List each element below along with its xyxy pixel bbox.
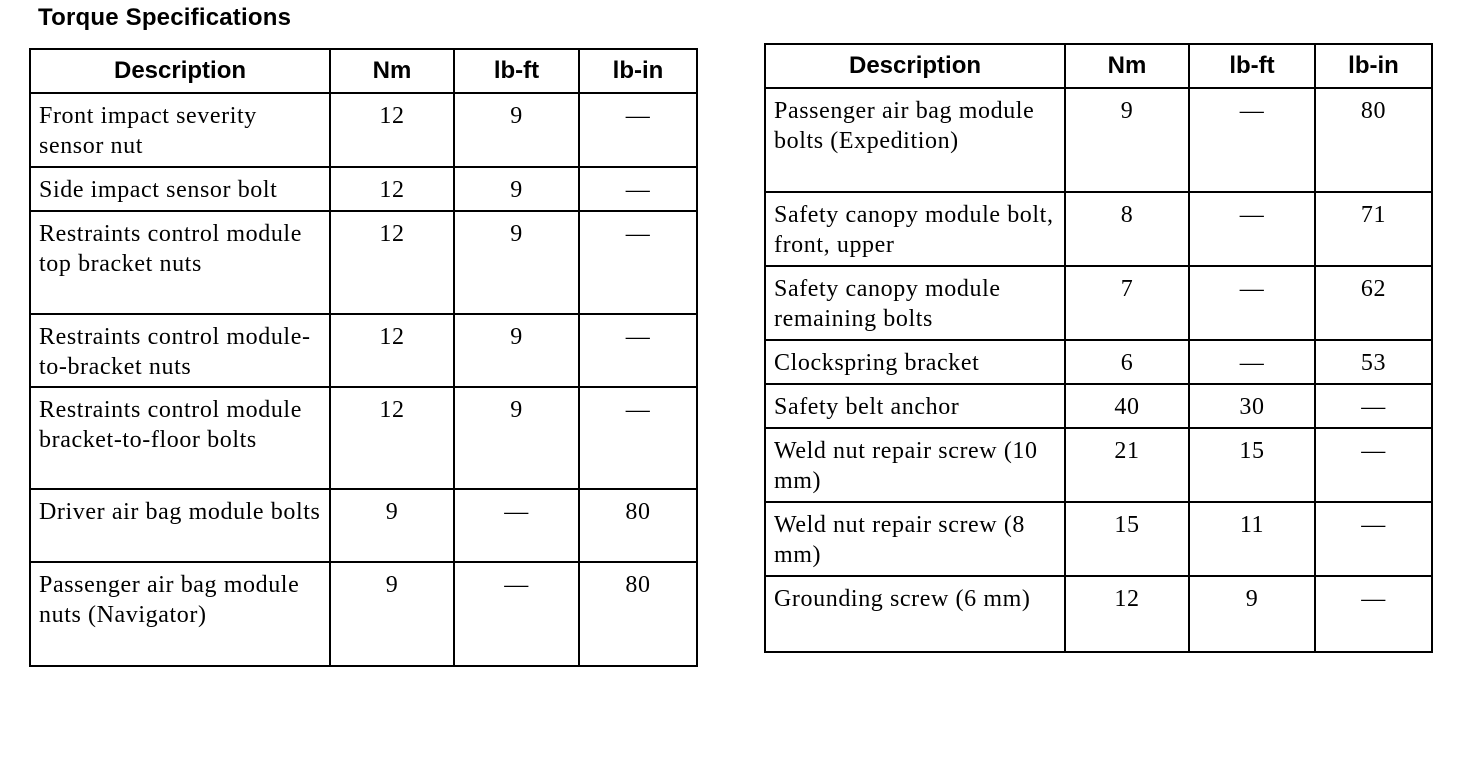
cell-description: Weld nut repair screw (10 mm) — [765, 428, 1065, 502]
cell-lbin: — — [579, 211, 697, 314]
cell-nm: 12 — [330, 387, 454, 489]
cell-nm: 9 — [1065, 88, 1189, 192]
cell-nm: 6 — [1065, 340, 1189, 384]
cell-lbft: — — [454, 489, 579, 562]
cell-description: Grounding screw (6 mm) — [765, 576, 1065, 652]
table-header-row — [30, 49, 697, 93]
cell-nm: 8 — [1065, 192, 1189, 266]
cell-lbft: 30 — [1189, 384, 1315, 428]
cell-nm: 15 — [1065, 502, 1189, 576]
cell-nm: 21 — [1065, 428, 1189, 502]
table-row — [30, 93, 697, 167]
cell-lbin: — — [579, 314, 697, 387]
cell-description: Passenger air bag module nuts (Navigator) — [30, 562, 330, 666]
cell-lbin: — — [579, 167, 697, 211]
cell-nm: 7 — [1065, 266, 1189, 340]
cell-lbft: — — [1189, 340, 1315, 384]
cell-lbin: — — [1315, 384, 1432, 428]
cell-description: Safety canopy module remaining bolts — [765, 266, 1065, 340]
header-nm: Nm — [1065, 44, 1189, 88]
cell-lbft: 9 — [454, 167, 579, 211]
cell-lbin: 80 — [1315, 88, 1432, 192]
cell-lbft: — — [1189, 266, 1315, 340]
cell-lbft: 9 — [454, 387, 579, 489]
cell-description: Restraints control module top bracket nuts — [30, 211, 330, 314]
cell-description: Restraints control module bracket-to-floor bolts — [30, 387, 330, 489]
cell-nm: 12 — [330, 93, 454, 167]
page-title: Torque Specifications — [38, 4, 292, 31]
table-row — [30, 562, 697, 666]
table-row — [765, 88, 1432, 192]
table-row — [765, 192, 1432, 266]
table-header-row — [765, 44, 1432, 88]
cell-lbin: 80 — [579, 562, 697, 666]
cell-lbft: 9 — [454, 93, 579, 167]
cell-description: Safety belt anchor — [765, 384, 1065, 428]
table-row — [765, 576, 1432, 652]
cell-lbft: 9 — [454, 314, 579, 387]
cell-lbft: — — [454, 562, 579, 666]
cell-description: Driver air bag module bolts — [30, 489, 330, 562]
cell-lbin: — — [1315, 576, 1432, 652]
cell-nm: 12 — [330, 167, 454, 211]
cell-lbft: 9 — [1189, 576, 1315, 652]
cell-description: Weld nut repair screw (8 mm) — [765, 502, 1065, 576]
cell-lbft: 15 — [1189, 428, 1315, 502]
cell-nm: 12 — [330, 314, 454, 387]
cell-description: Safety canopy module bolt, front, upper — [765, 192, 1065, 266]
cell-description: Restraints control module-to-bracket nuts — [30, 314, 330, 387]
cell-lbft: 11 — [1189, 502, 1315, 576]
cell-lbft: — — [1189, 88, 1315, 192]
header-lbin: lb-in — [579, 49, 697, 93]
table-row — [765, 340, 1432, 384]
cell-lbin: — — [1315, 502, 1432, 576]
cell-description: Clockspring bracket — [765, 340, 1065, 384]
table-row — [30, 314, 697, 387]
cell-lbin: 62 — [1315, 266, 1432, 340]
header-description: Description — [30, 49, 330, 93]
cell-nm: 9 — [330, 489, 454, 562]
table-row — [765, 266, 1432, 340]
torque-table-right — [764, 43, 1433, 653]
cell-nm: 12 — [330, 211, 454, 314]
header-lbft: lb-ft — [454, 49, 579, 93]
cell-lbft: 9 — [454, 211, 579, 314]
table-row — [30, 211, 697, 314]
table-row — [30, 489, 697, 562]
header-lbin: lb-in — [1315, 44, 1432, 88]
cell-lbin: 71 — [1315, 192, 1432, 266]
table-row — [765, 502, 1432, 576]
cell-nm: 9 — [330, 562, 454, 666]
cell-lbin: — — [1315, 428, 1432, 502]
header-lbft: lb-ft — [1189, 44, 1315, 88]
table-row — [765, 428, 1432, 502]
cell-nm: 40 — [1065, 384, 1189, 428]
table-row — [765, 384, 1432, 428]
cell-nm: 12 — [1065, 576, 1189, 652]
torque-table-left — [29, 48, 698, 667]
cell-description: Front impact severity sensor nut — [30, 93, 330, 167]
cell-description: Passenger air bag module bolts (Expedition) — [765, 88, 1065, 192]
cell-description: Side impact sensor bolt — [30, 167, 330, 211]
header-nm: Nm — [330, 49, 454, 93]
cell-lbin: 80 — [579, 489, 697, 562]
cell-lbft: — — [1189, 192, 1315, 266]
table-row — [30, 167, 697, 211]
header-description: Description — [765, 44, 1065, 88]
cell-lbin: — — [579, 93, 697, 167]
cell-lbin: — — [579, 387, 697, 489]
cell-lbin: 53 — [1315, 340, 1432, 384]
table-row — [30, 387, 697, 489]
